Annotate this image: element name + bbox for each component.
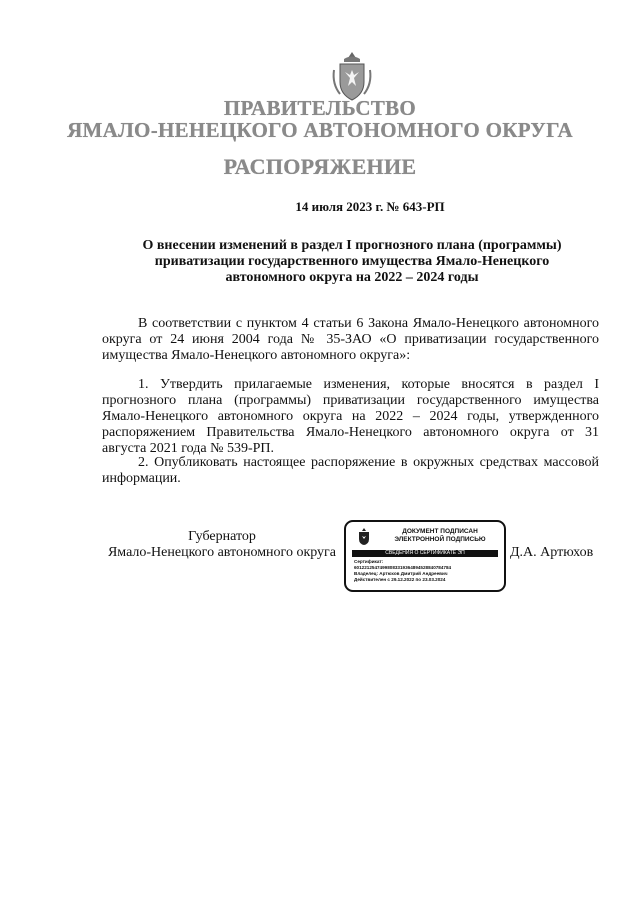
stamp-heading-1: ДОКУМЕНТ ПОДПИСАН <box>402 528 478 535</box>
title-line3: автономного округа на 2022 – 2024 годы <box>225 270 479 285</box>
organization-name-line2: ЯМАЛО-НЕНЕЦКОГО АВТОНОМНОГО ОКРУГА <box>67 118 573 142</box>
stamp-validity: Действителен с 29.12.2022 по 23.03.2024 <box>354 577 446 582</box>
stamp-heading-2: ЭЛЕКТРОННОЙ ПОДПИСЬЮ <box>394 536 486 543</box>
document-type: РАСПОРЯЖЕНИЕ <box>223 154 417 179</box>
document-title <box>112 238 592 286</box>
stamp-cert-number: 60122125474998083319364894528840784784 <box>354 565 452 570</box>
date-and-number: 14 июля 2023 г. № 643-РП <box>295 199 445 214</box>
signatory-region: Ямало-Ненецкого автономного округа <box>107 545 337 560</box>
title-line2: приватизации государственного имущества Ямало-Ненецкого <box>154 254 550 269</box>
preamble-paragraph: В соответствии с пунктом 4 статьи 6 Закона Ямало-Ненецкого автономного округа от 24 июня 2004 года № 35-ЗАО «О приватизации государственного имущества Ямало-Ненецкого автономного округа»: <box>102 316 599 363</box>
order-item-2: 2. Опубликовать настоящее распоряжение в окружных средствах массовой информации. <box>102 455 599 486</box>
signatory-title: Губернатор <box>188 529 256 544</box>
order-item-1: 1. Утвердить прилагаемые изменения, которые вносятся в раздел I прогнозного плана (программы) приватизации государственного имущества Ямало-Ненецкого автономного округа на 2022 – 2024 годы, утвержденного распоряжением Правительства Ямало-Ненецкого автономного округа от 31 августа 2021 года № 539-РП. <box>102 377 599 456</box>
signatory-name: Д.А. Артюхов <box>510 545 594 560</box>
title-line1: О внесении изменений в раздел I прогнозного плана (программы) <box>142 238 562 253</box>
stamp-owner: Владелец: Артюхов Дмитрий Андреевич <box>354 571 448 576</box>
stamp-emblem-icon <box>356 528 372 546</box>
electronic-signature-stamp <box>344 520 506 592</box>
stamp-certificate-bar: СВЕДЕНИЯ О СЕРТИФИКАТЕ ЭП <box>352 550 498 557</box>
stamp-cert-label: Сертификат: <box>354 559 384 564</box>
organization-name-line1: ПРАВИТЕЛЬСТВО <box>223 96 417 120</box>
coat-of-arms-icon <box>330 50 374 102</box>
